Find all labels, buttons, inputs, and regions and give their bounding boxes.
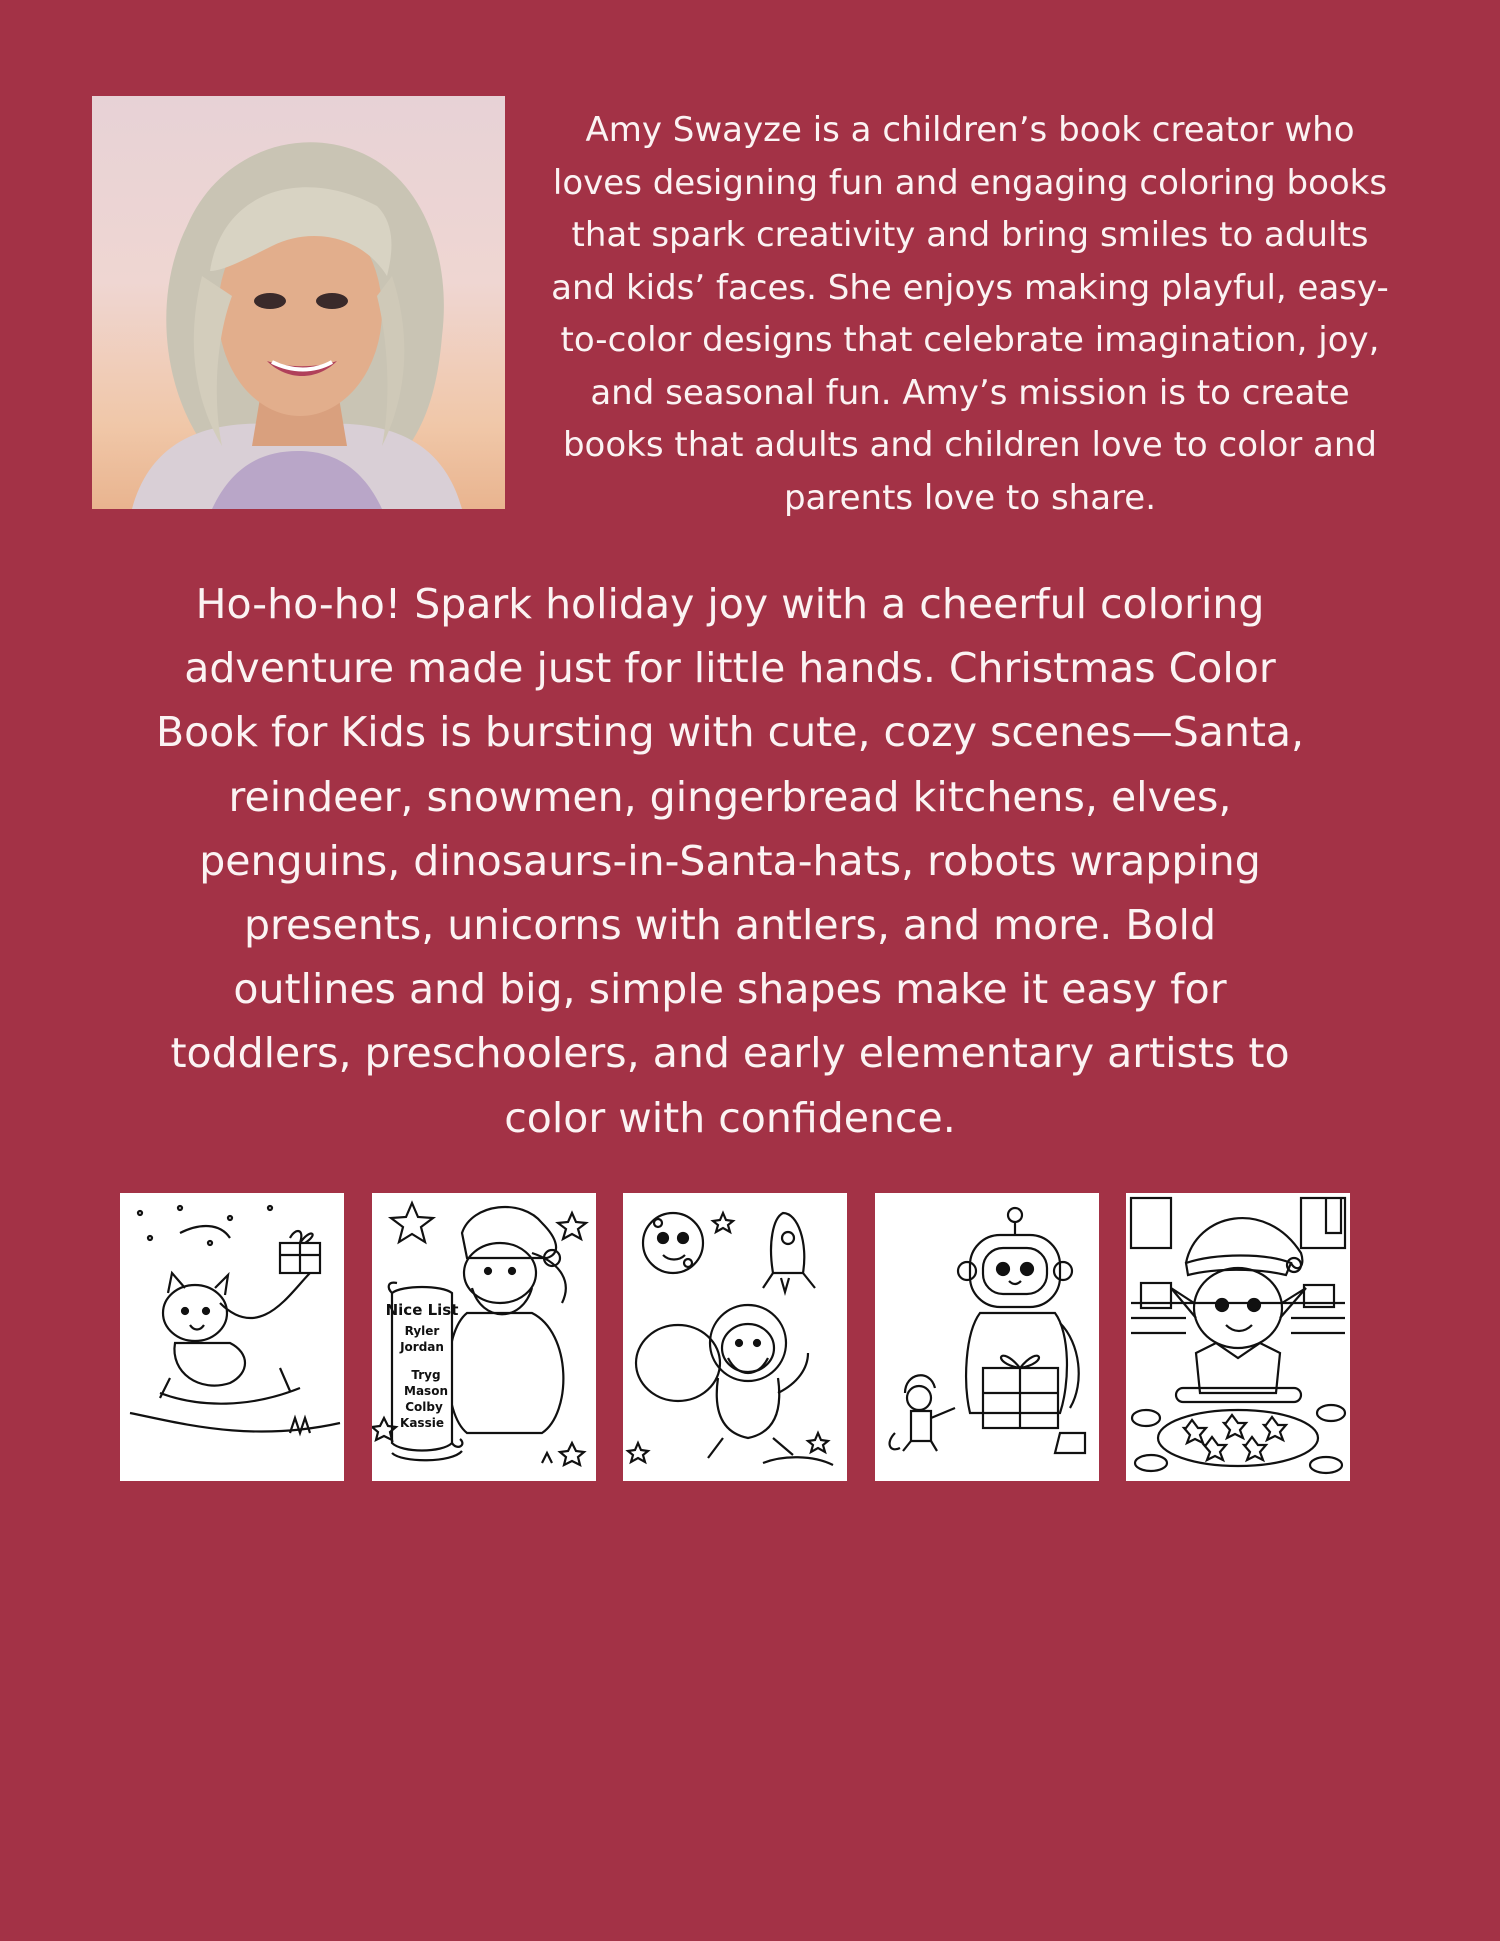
nice-list-name: Jordan (400, 1340, 444, 1354)
nice-list-name: Mason (404, 1384, 448, 1398)
sample-page-elf-baking (1126, 1193, 1350, 1481)
author-photo (92, 96, 505, 509)
nice-list-name: Colby (405, 1400, 443, 1414)
book-description: Ho-ho-ho! Spark holiday joy with a cheerful coloring adventure made just for little hands. Christmas Color Book for Kids is bursting with cute, cozy scenes—Santa, reindeer, snowmen, gingerbread kitchens, elves, penguins, dinosaurs-in-Santa-hats, robots wrapping presents, unicorns with antlers, and more. Bold outlines and big, simple shapes make it easy for toddlers, preschoolers, and early elementary artists to color with confidence. (155, 580, 1305, 1142)
sample-page-robot-present (875, 1193, 1099, 1481)
nice-list-name: Kassie (400, 1416, 444, 1430)
nice-list-name: Ryler (404, 1324, 440, 1338)
author-portrait-image (92, 96, 505, 509)
nice-list-title: Nice List (385, 1301, 459, 1319)
sample-page-red-panda-sled (120, 1193, 344, 1481)
author-bio: Amy Swayze is a children’s book creator who loves designing fun and engaging coloring books that spark creativity and bring smiles to adults and kids’ faces. She enjoys making playful, easy- to-color designs that celebrate imagination, joy, and seasonal fun. Amy’s mission is to create books that adults and children love to color and parents love to share. (551, 110, 1389, 518)
sample-page-santa-nice-list (372, 1193, 596, 1481)
nice-list-name: Tryg (411, 1368, 441, 1382)
sample-page-astronaut-santa (623, 1193, 847, 1481)
sample-pages (0, 1193, 1500, 1481)
